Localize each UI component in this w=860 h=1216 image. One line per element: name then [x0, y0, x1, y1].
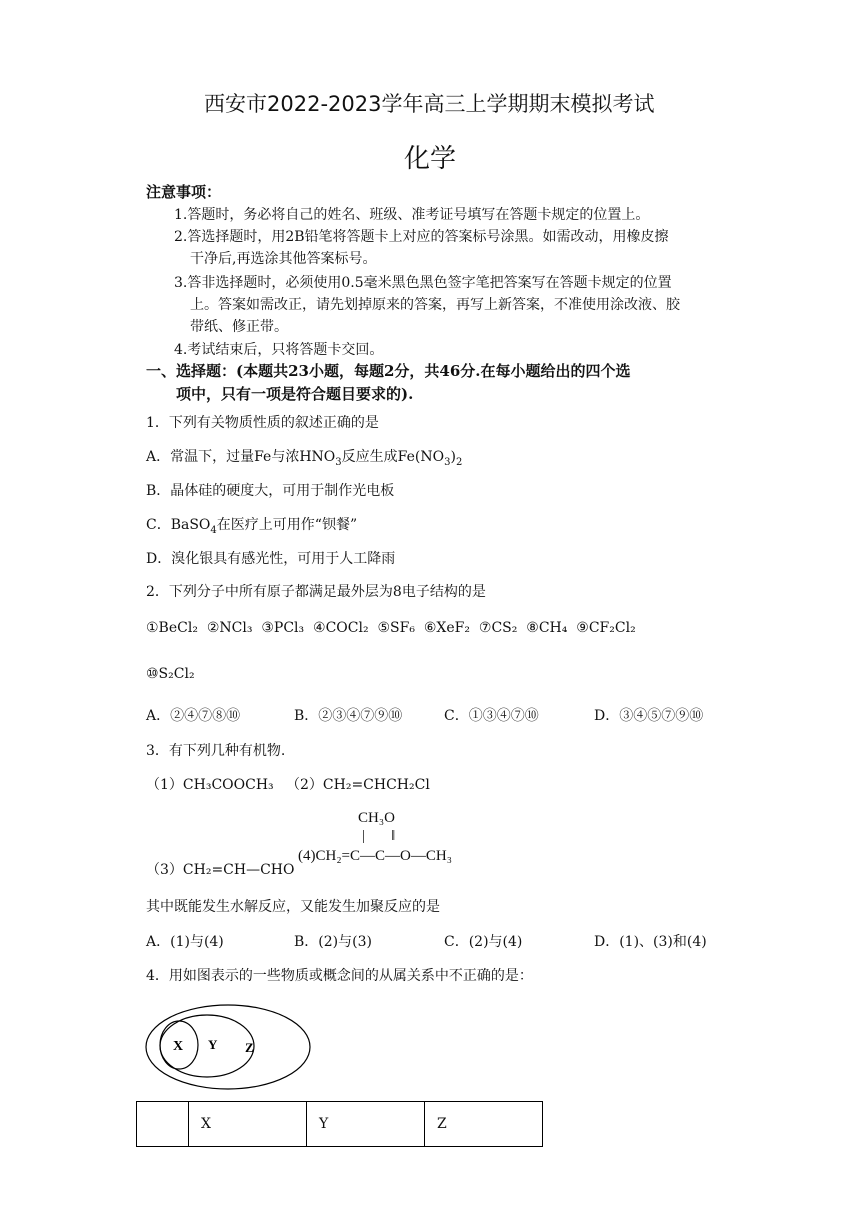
notice-item-2-cont: 干净后,再选涂其他答案标号。	[190, 251, 377, 267]
venn-label-z: Z	[245, 1040, 254, 1055]
q1-option-a: A．常温下，过量Fe与浓$HNO_3$反应生成$Fe(NO_3)_2$	[146, 449, 463, 468]
q2-item: ⑥XeF₂	[423, 620, 471, 636]
q2-item: ⑧CH₄	[526, 620, 568, 636]
subject-title: 化学	[404, 144, 457, 174]
notice-item-3: 3.答非选择题时，必须使用0.5毫米黑色黑色签字笔把答案写在答题卡规定的位置	[174, 275, 672, 291]
notice-item-3-cont: 上。答案如需改正，请先划掉原来的答案，再写上新答案，不准使用涂改液、胶	[190, 297, 680, 313]
notice-item-2: 2.答选择题时，用2B铅笔将答题卡上对应的答案标号涂黑。如需改动，用橡皮擦	[174, 229, 669, 245]
q3-struct-ch3o: CH₃O	[358, 810, 395, 826]
q2-item: ①BeCl₂	[146, 620, 198, 636]
q2-option-b: B．②③④⑦⑨⑩	[294, 708, 403, 724]
q1-stem: 1．下列有关物质性质的叙述正确的是	[146, 415, 379, 431]
q4-stem: 4．用如图表示的一些物质或概念间的从属关系中不正确的是：	[146, 968, 533, 984]
q3-item-2: （2）CH₂=CHCH₂Cl	[286, 777, 430, 793]
q3-option-b: B．(2)与(3)	[294, 934, 372, 950]
q2-option-d: D．③④⑤⑦⑨⑩	[594, 708, 704, 724]
table-row	[137, 1102, 543, 1147]
q1-option-b: B．晶体硅的硬度大，可用于制作光电板	[146, 483, 395, 499]
q3-struct-double-bond: ‖	[391, 828, 396, 844]
q4-table	[136, 1101, 543, 1147]
table-cell: Z	[425, 1102, 543, 1147]
venn-label-y: Y	[208, 1037, 218, 1052]
q3-struct-bond: |	[362, 828, 366, 844]
q1-option-d: D．溴化银具有感光性，可用于人工降雨	[146, 551, 396, 567]
notice-item-4: 4.考试结束后，只将答题卡交回。	[174, 342, 384, 358]
table-cell	[137, 1102, 189, 1147]
q3-struct-main: (4)CH₂=C—C—O—CH₃	[298, 848, 452, 864]
q2-molecule-list	[146, 620, 636, 636]
q2-item: ⑦CS₂	[478, 620, 518, 636]
q2-stem: 2．下列分子中所有原子都满足最外层为8电子结构的是	[146, 584, 486, 600]
q2-item: ⑤SF₆	[377, 620, 415, 636]
q3-option-c: C．(2)与(4)	[444, 934, 523, 950]
q3-item-1: （1）CH₃COOCH₃	[146, 777, 274, 793]
q3-question: 其中既能发生水解反应，又能发生加聚反应的是	[146, 899, 440, 915]
q2-item: ④COCl₂	[313, 620, 369, 636]
notice-item-3-cont2: 带纸、修正带。	[190, 319, 288, 335]
notice-heading: 注意事项：	[146, 183, 222, 201]
table-cell: Y	[307, 1102, 425, 1147]
q1-option-c: C．BaSO$_4$在医疗上可用作“钡餐”	[146, 517, 358, 536]
exam-title: 西安市2022-2023学年高三上学期期末模拟考试	[204, 92, 655, 116]
q2-option-a: A．②④⑦⑧⑩	[146, 708, 241, 724]
q2-item: ③PCl₃	[261, 620, 305, 636]
q3-stem: 3．有下列几种有机物.	[146, 743, 286, 759]
q2-item: ②NCl₃	[206, 620, 253, 636]
section-heading-line2: 项中，只有一项是符合题目要求的).	[176, 385, 414, 403]
q3-item-3: （3）CH₂=CH—CHO	[146, 862, 295, 878]
q2-option-c: C．①③④⑦⑩	[444, 708, 539, 724]
q2-item-10: ⑩S₂Cl₂	[146, 666, 195, 682]
table-cell: X	[189, 1102, 307, 1147]
q3-option-d: D．(1)、(3)和(4)	[594, 934, 707, 950]
venn-label-x: X	[173, 1039, 184, 1054]
section-heading-line1: 一、选择题：(本题共23小题，每题2分，共46分.在每小题给出的四个选	[146, 362, 631, 380]
q2-item: ⑨CF₂Cl₂	[576, 620, 636, 636]
q3-option-a: A．(1)与(4)	[146, 934, 224, 950]
notice-item-1: 1.答题时，务必将自己的姓名、班级、准考证号填写在答题卡规定的位置上。	[174, 207, 650, 223]
q4-venn-diagram	[140, 1003, 320, 1095]
